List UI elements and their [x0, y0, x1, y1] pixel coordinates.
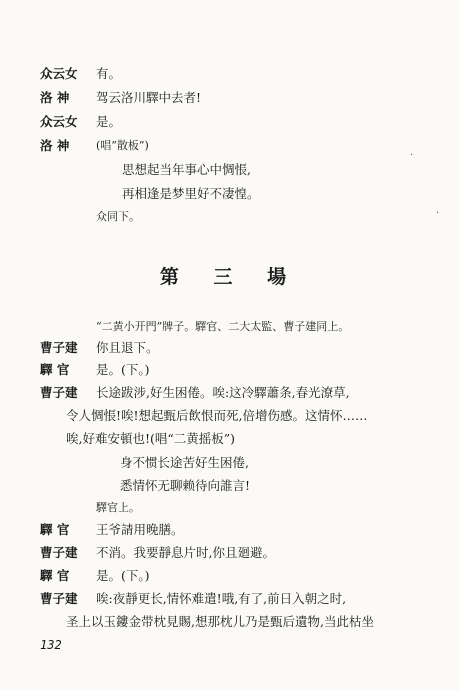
dialog-text: 有。 [96, 66, 122, 81]
speaker-name: 洛 神 [40, 90, 70, 105]
dialog-text: 王爷請用晚膳。 [96, 522, 184, 537]
speaker-name: 洛 神 [40, 138, 70, 153]
dialog-text: 长途跋涉,好生困倦。唉:这冷驛蕭条,春光潦草, [96, 385, 350, 400]
dialog-text: 唉,好难安頓也!(唱“二黄摇板”) [66, 431, 236, 446]
lyric-line: 身不惯长途苦好生困倦, [120, 455, 249, 470]
lyric-line: 思想起当年事心中惆悵, [122, 162, 251, 177]
dialog-text: 是。 [96, 114, 122, 129]
dialog-text: 不消。我要靜息片时,你且廻避。 [96, 545, 275, 560]
lyric-line: 悉情怀无聊赖待向誰言! [120, 478, 251, 493]
speaker-name: 曹子建 [40, 591, 78, 606]
speaker-name: 曹子建 [40, 340, 78, 355]
dialog-text: 令人惆悵!唉!想起甄后飲恨而死,倍增伤感。这情怀…… [66, 408, 368, 423]
stage-direction: “二黄小开門”牌子。驛官、二大太監、曹子建同上。 [96, 320, 350, 333]
print-speck: · [436, 208, 440, 219]
print-speck: · [410, 150, 414, 161]
speaker-name: 驛 官 [40, 568, 70, 583]
dialog-text: 是。(下。) [96, 362, 150, 377]
speaker-name: 众云女 [40, 66, 78, 81]
speaker-name: 众云女 [40, 114, 78, 129]
speaker-name: 驛 官 [40, 362, 70, 377]
dialog-text: 驾云洛川驛中去者! [96, 90, 202, 105]
speaker-name: 驛 官 [40, 522, 70, 537]
stage-direction: (唱“散板”) [96, 139, 149, 152]
dialog-text: 圣上以玉鏤金带枕見賜,想那枕儿乃是甄后遺物,当此枯坐 [66, 614, 374, 629]
scene-title: 第 三 場 [159, 266, 301, 288]
speaker-name: 曹子建 [40, 545, 78, 560]
stage-direction: 驛官上。 [96, 501, 140, 514]
dialog-text: 是。(下。) [96, 568, 150, 583]
speaker-name: 曹子建 [40, 385, 78, 400]
dialog-text: 你且退下。 [96, 340, 159, 355]
page-number: 132 [40, 638, 62, 652]
lyric-line: 再相逢是梦里好不凄惶。 [122, 186, 260, 201]
stage-direction: 众同下。 [96, 210, 140, 223]
dialog-text: 唉:夜靜更长,情怀难遣!哦,有了,前日入朝之时, [96, 591, 347, 606]
